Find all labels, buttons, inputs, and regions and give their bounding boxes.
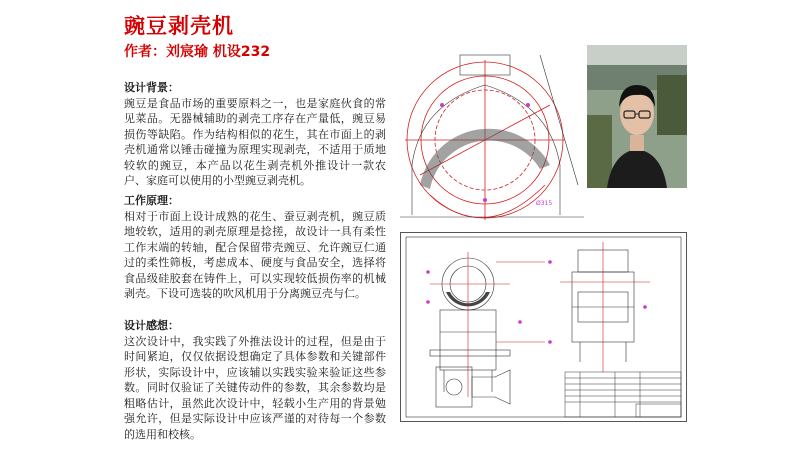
assembly-drawing bbox=[400, 232, 687, 422]
section-heading: 设计背景： bbox=[124, 81, 179, 94]
section-heading: 工作原理： bbox=[124, 194, 179, 207]
section-drawing-svg bbox=[400, 45, 584, 225]
section-principle bbox=[124, 193, 386, 302]
section-reflection bbox=[124, 318, 386, 442]
section-heading: 设计感想： bbox=[124, 319, 179, 332]
sheller-section-drawing bbox=[400, 45, 584, 225]
section-body: 相对于市面上设计成熟的花生、蚕豆剥壳机，豌豆质地较软，适用的剥壳原理是捻搓，故设计一具有柔性工作末端的转轴，配合保留带壳豌豆、允许豌豆仁通过的柔性筛板，考虑成本、硬度与食品安全，选择将食品级硅胶套在铸件上，可以实现较低损伤率的机械剥壳。下设可选装的吹风机用于分离豌豆壳与仁。 bbox=[124, 209, 386, 300]
section-background bbox=[124, 80, 386, 189]
section-body: 这次设计中，我实践了外推法设计的过程，但是由于时间紧迫，仅仅依据设想确定了具体参数和关键部件形状，实际设计中，应该辅以实践实验来验证这些参数。同时仅验证了关键传动件的参数，其余参数均是粗略估计，虽然此次设计中，轻载小生产用的背景勉强允许，但是实际设计中应该严谨的对待每一个参数的选用和校核。 bbox=[124, 334, 386, 441]
section-body: 豌豆是食品市场的重要原料之一，也是家庭伙食的常见菜品。无器械辅助的剥壳工序存在产量低，豌豆易损伤等缺陷。作为结构相似的花生，其在市面上的剥壳机通常以锤击碰撞为原理实现剥壳，不适用于质地较软的豌豆，本产品以花生剥壳机外推设计一款农户、家庭可以使用的小型豌豆剥壳机。 bbox=[124, 96, 386, 187]
photo-svg bbox=[587, 45, 687, 188]
dimension-label: Ø315 bbox=[536, 200, 553, 207]
author-photo bbox=[587, 45, 687, 188]
author-line: 作者：刘宸瑜 机设232 bbox=[124, 44, 271, 60]
page-title: 豌豆剥壳机 bbox=[124, 14, 234, 38]
assembly-drawing-svg bbox=[400, 232, 687, 422]
